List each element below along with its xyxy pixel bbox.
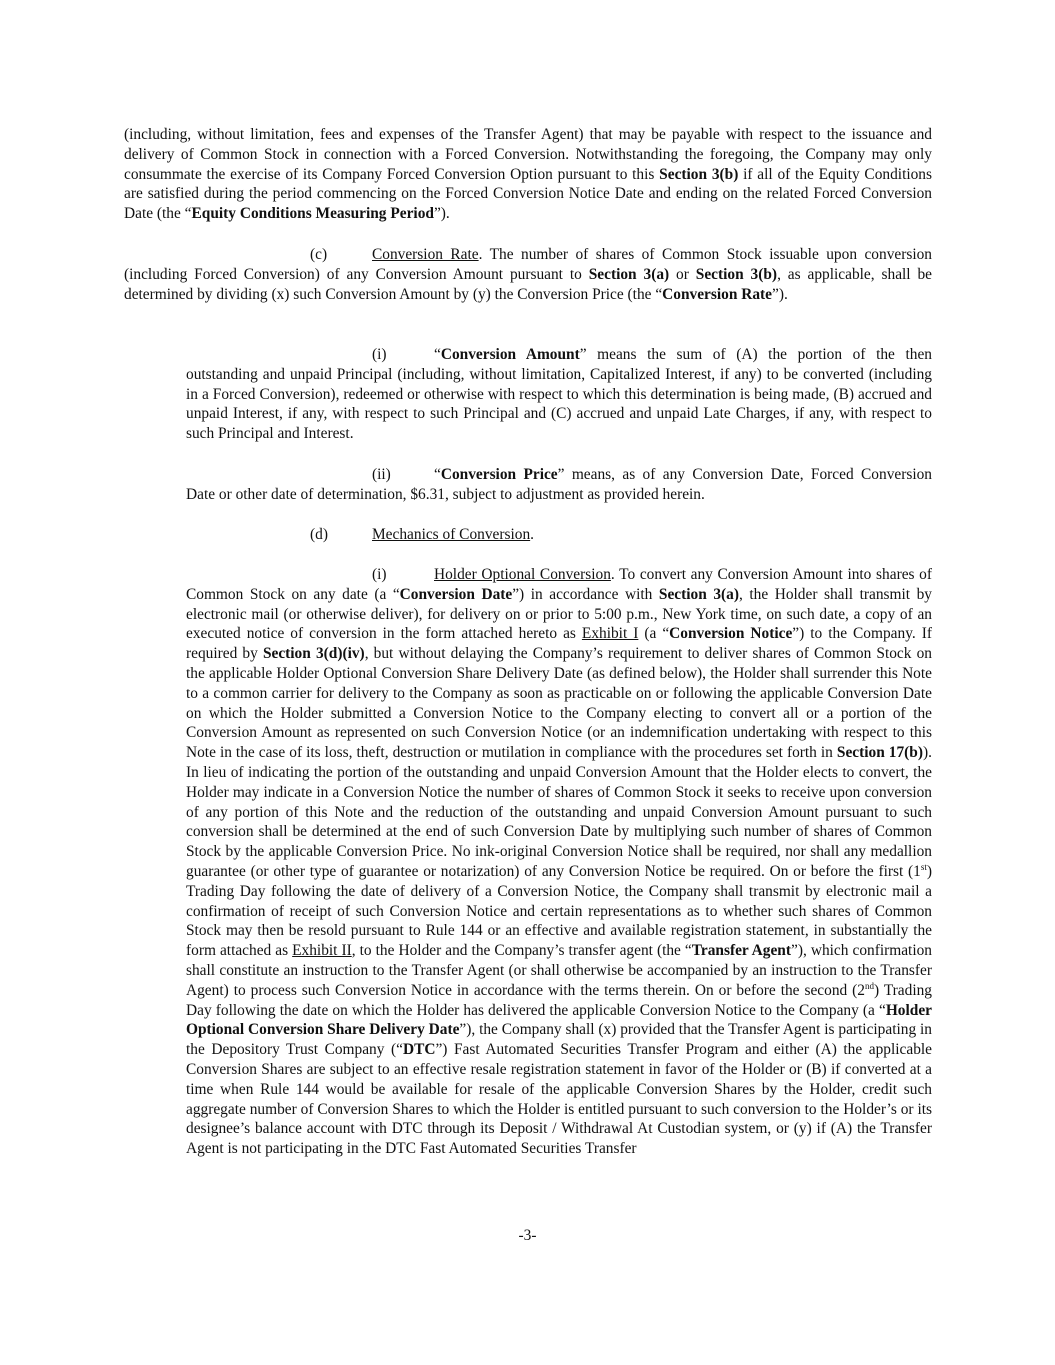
text: ”). [772,285,788,303]
exhibit-reference: Exhibit I [581,625,639,643]
heading-mechanics-of-conversion [310,525,932,545]
text: . To convert any Conversion Amount into shares of Common Stock on any date (a “ [186,566,932,603]
exhibit-reference: Exhibit II [292,942,352,960]
paragraph-forced-conversion-continued [124,125,932,224]
text: , the Holder shall transmit by electronic mail (or otherwise deliver), for delivery on or prior to 5:00 p.m., New York time, on such date, a copy of an executed notice of conversion in the form attached hereto as [186,585,932,643]
defined-term: Holder Optional Conversion Share Delivery Date [186,1001,932,1039]
section-reference: Section 3(d)(iv) [262,645,365,663]
text: . The number of shares of Common Stock issuable upon conversion (including Forced Conversion) of any Conversion Amount pursuant to [124,246,932,283]
text: “ [434,346,441,363]
clause-number: (ii) [372,466,391,483]
clause-number: (d) [310,526,328,543]
text: ”) Fast Automated Securities Transfer Program and either (A) the applicable Conversion Shares are subject to an effective resale registration statement in favor of the Holder or (B) if converted at a time when Rule 144 would be available for resale of the applicable Conversion Shares by the Holder, credit such aggregate number of Conversion Shares to which the Holder is entitled pursuant to such conversion to the Holder’s or its designee’s balance account with DTC through its Deposit / Withdrawal At Custodian system, or (y) if (A) the Transfer Agent is not participating in the DTC Fast Automated Securities Transfer [186,1041,932,1158]
section-reference: Section 17(b) [836,744,923,762]
text: , as applicable, shall be determined by dividing (x) such Conversion Amount by (y) the Conversion Price (the “ [124,265,932,303]
clause-heading: Conversion Rate [372,246,479,263]
text: , but without delaying the Company’s requirement to deliver shares of Common Stock on the applicable Holder Optional Conversion Share Delivery Date (as defined below), the Holder shall surrender this Note to a common carrier for delivery to the Company as soon as practicable on or following the applicable Conversion Date on which the Holder submitted a Conversion Notice to the Company electing to convert all or a portion of the Conversion Amount as represented on such Conversion Notice (or an indemnification undertaking with respect to this Note in the case of its loss, theft, destruction or mutilation in compliance with the procedures set forth in [186,645,932,762]
clause-heading: Holder Optional Conversion [434,566,611,583]
text: (including, without limitation, fees and expenses of the Transfer Agent) that may be payable with respect to the issuance and delivery of Common Stock in connection with a Forced Conversion. Notwithstanding the foregoing, the Company may only consummate the exercise of its Company Forced Conversion Option pursuant to this [124,126,932,183]
section-reference: Section 3(a) [658,585,739,603]
text: ) Trading Day following the date on which the Holder has delivered the applicable Conversion Notice to the Company (a “ [186,981,932,1019]
paragraph-conversion-rate [124,245,932,304]
text: , to the Holder and the Company’s transfer agent (the “ [351,942,692,960]
section-reference: Section 3(b) [659,165,739,183]
text: ”), the Company shall (x) provided that the Transfer Agent is participating in the Depository Trust Company (“ [186,1021,932,1059]
text: ” means, as of any Conversion Date, Forced Conversion Date or other date of determination, $6.31, subject to adjustment as provided herein. [186,466,932,503]
text: ”). [433,205,450,223]
text: ” means the sum of (A) the portion of the then outstanding and unpaid Principal (including, without limitation, Capitalized Interest, if any) to be converted (including in a Forced Conversion), redeemed or otherwise with respect to which this determination is being made, (B) accrued and unpaid Interest, if any, with respect to such Principal and (C) accrued and unpaid Late Charges, if any, with respect to such Principal and Interest. [186,346,932,443]
text: ”), which confirmation shall constitute an instruction to the Transfer Agent (or shall otherwise be accompanied by an instruction to the Transfer Agent) to process such Conversion Notice in accordance with the terms therein. On or before the second (2 [186,942,932,999]
clause-heading: Mechanics of Conversion [372,526,531,543]
defined-term: Conversion Amount [440,346,580,363]
text: (a “ [638,625,670,643]
text: ). In lieu of indicating the portion of the outstanding and unpaid Conversion Amount that the Holder elects to convert, the Holder may indicate in a Conversion Notice the number of shares of Common Stock it seeks to receive upon conversion of any portion of this Note and the reduction of the outstanding and unpaid Conversion Amount pursuant to such conversion shall be determined at the end of such Conversion Date by multiplying such number of shares of Common Stock by the applicable Conversion Price. No ink-original Conversion Notice shall be required, nor shall any medallion guarantee (or other type of guarantee or notarization) of any Conversion Notice be required. On or before the first (1 [186,744,932,880]
defined-term: Conversion Notice [669,625,793,643]
ordinal-suffix: st [920,861,927,872]
text: “ [434,466,441,483]
defined-term: Conversion Price [440,466,558,483]
text: if all of the Equity Conditions are satisfied during the period commencing on the Forced Conversion Notice Date and ending on the related Forced Conversion Date (the “ [124,165,932,223]
defined-term: DTC [402,1041,436,1059]
ordinal-suffix: nd [865,980,874,991]
clause-number: (i) [372,346,387,363]
clause-number: (c) [310,246,328,263]
text: ”) in accordance with [512,585,659,603]
defined-term: Conversion Rate [662,285,773,303]
text: ) Trading Day following the date of delivery of a Conversion Notice, the Company shall transmit by electronic mail a confirmation of receipt of such Conversion Notice and certain representations as to whether such shares of Common Stock may then be resold pursuant to Rule 144 or an effective and available registration statement, in substantially the form attached as [186,862,932,960]
defined-term: Transfer Agent [691,942,791,960]
clause-number: (i) [372,566,387,583]
text: or [669,265,696,283]
paragraph-conversion-price [186,465,932,505]
defined-term: Equity Conditions Measuring Period [191,205,434,223]
paragraph-conversion-amount [186,345,932,444]
section-reference: Section 3(b) [695,265,778,283]
section-reference: Section 3(a) [588,265,670,283]
paragraph-holder-optional-conversion [186,565,932,1159]
defined-term: Conversion Date [399,585,513,603]
page-number: -3- [518,1227,537,1244]
text: ”) to the Company. If required by [186,625,932,663]
text: . [530,526,535,543]
